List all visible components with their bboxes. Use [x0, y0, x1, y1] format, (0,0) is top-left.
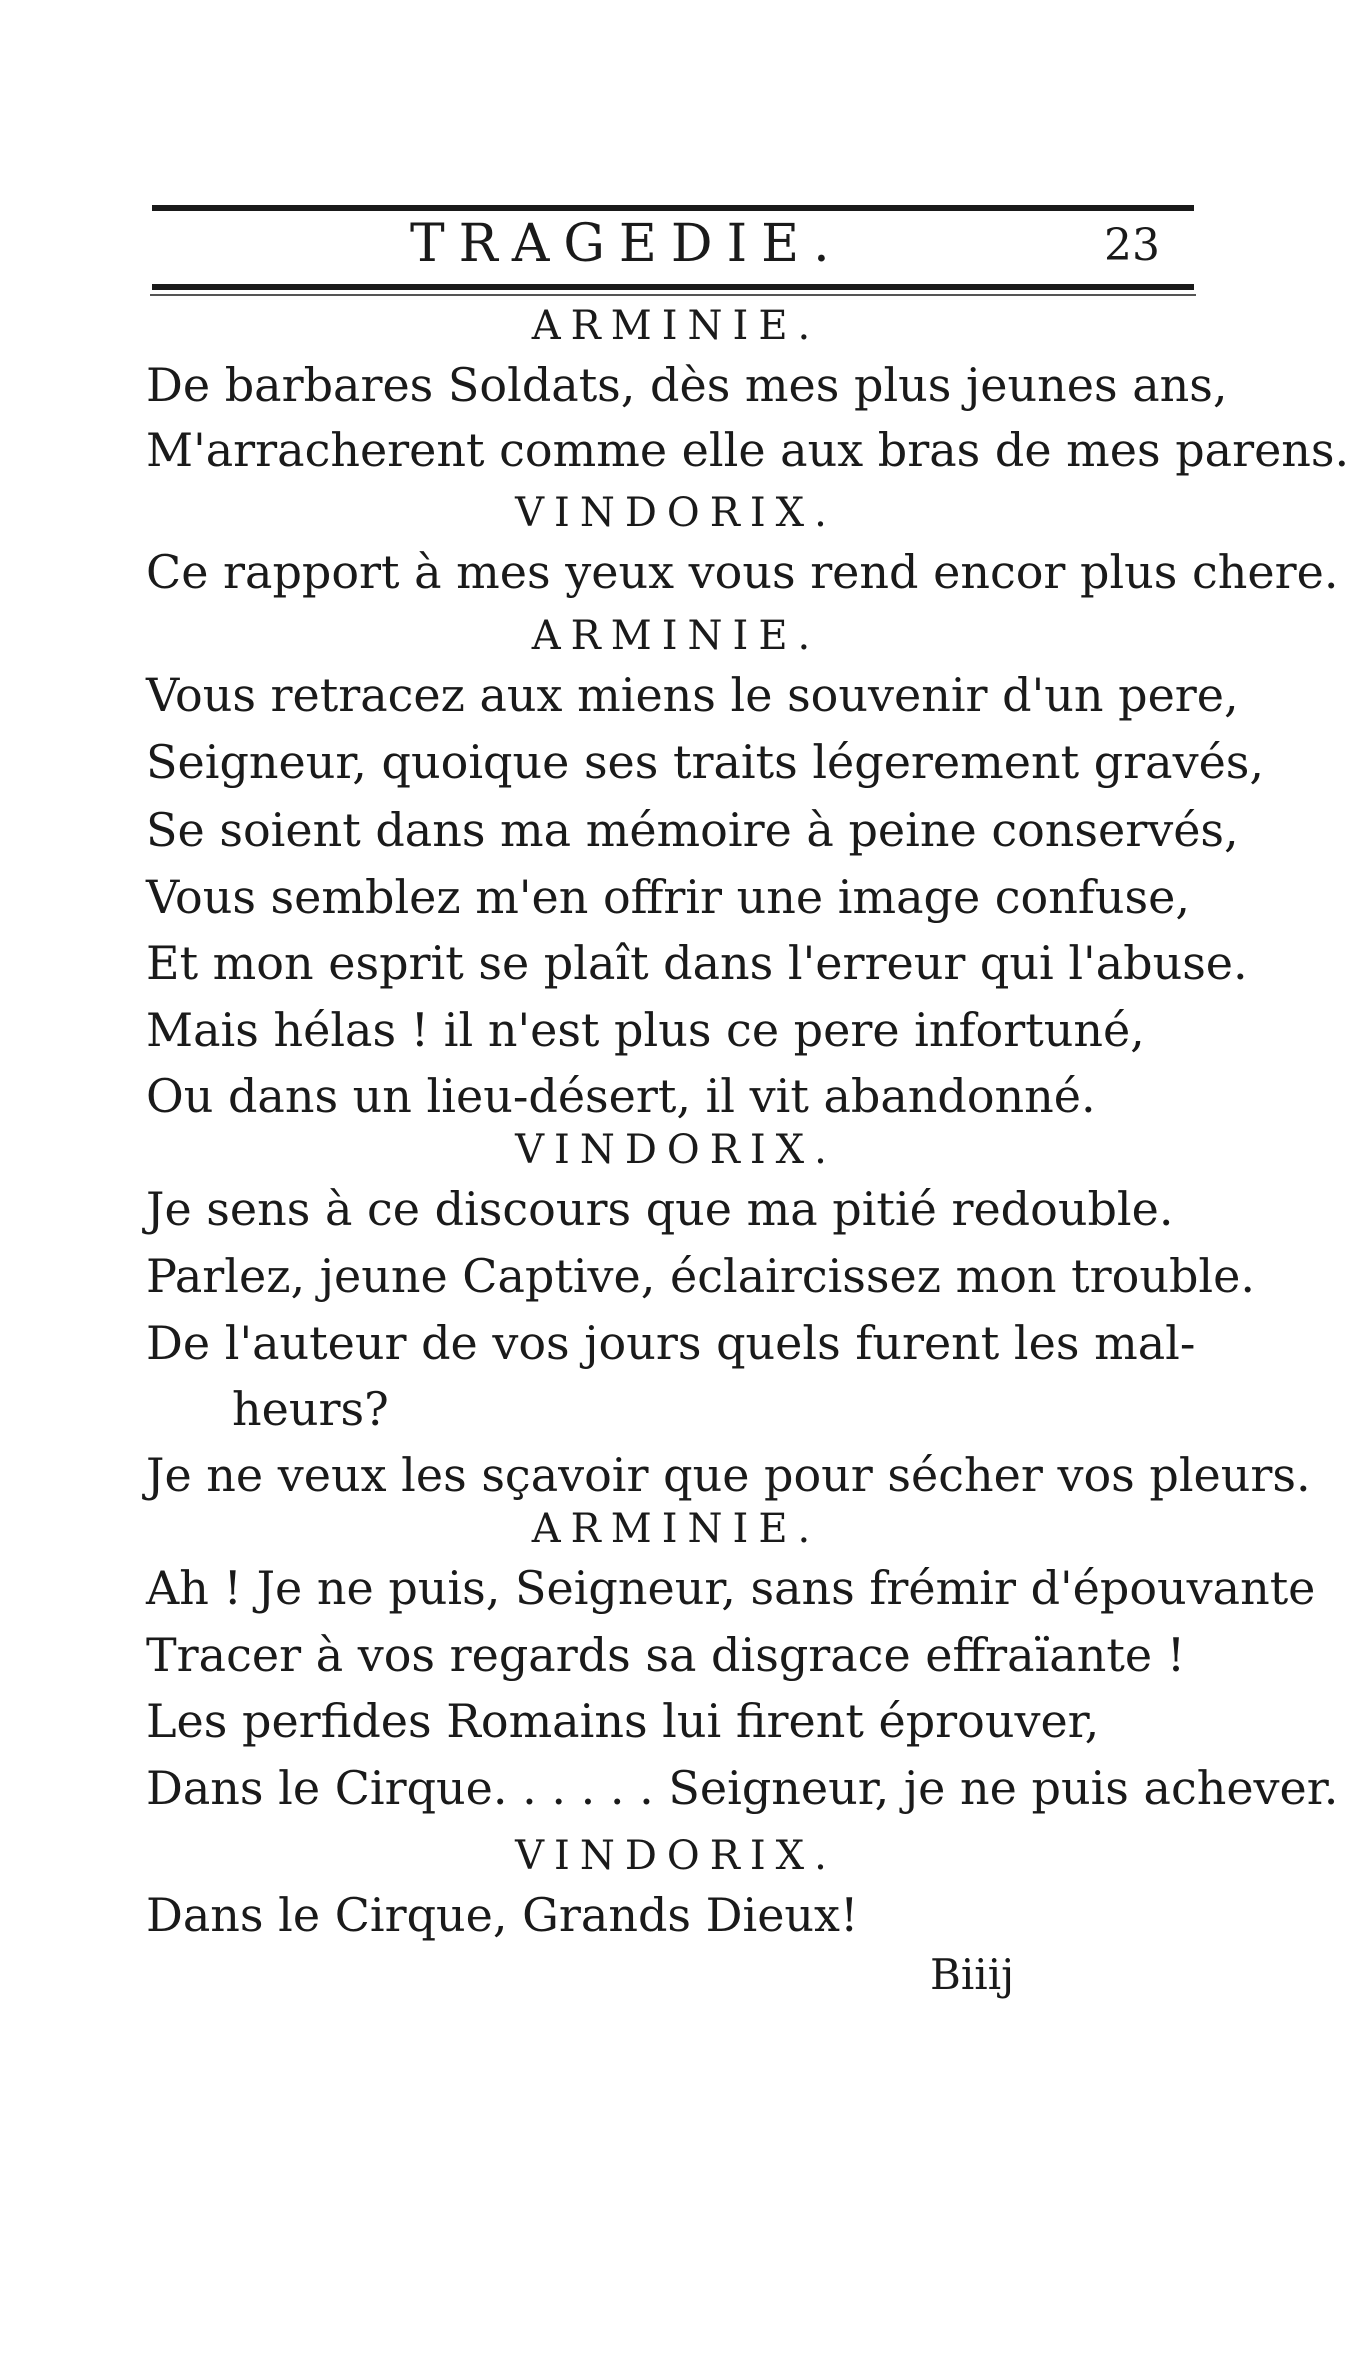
- verse-line: De l'auteur de vos jours quels furent les mal-: [146, 1316, 1196, 1370]
- header-rule-bottom: [152, 284, 1194, 290]
- speaker-name: VINDORIX.: [515, 1833, 837, 1879]
- speaker-name: ARMINIE.: [531, 613, 821, 659]
- verse-line: Se soient dans ma mémoire à peine conservés,: [146, 803, 1239, 857]
- header-rule-thin: [150, 294, 1196, 296]
- signature-mark: Biiij: [930, 1950, 1015, 1999]
- verse-line: Ou dans un lieu-désert, il vit abandonné.: [146, 1069, 1096, 1123]
- verse-line-continuation: heurs?: [232, 1382, 389, 1436]
- speaker-name: ARMINIE.: [531, 1506, 821, 1552]
- verse-line: Dans le Cirque. . . . . . Seigneur, je ne puis achever.: [146, 1761, 1339, 1815]
- running-head: TRAGEDIE.: [410, 214, 844, 274]
- header-rule-top: [152, 205, 1194, 211]
- speaker-name: ARMINIE.: [531, 303, 821, 349]
- verse-line: Vous retracez aux miens le souvenir d'un pere,: [146, 668, 1239, 722]
- verse-line: Dans le Cirque, Grands Dieux!: [146, 1888, 859, 1942]
- verse-line: De barbares Soldats, dès mes plus jeunes ans,: [146, 358, 1228, 412]
- verse-line: Ce rapport à mes yeux vous rend encor plus chere.: [146, 545, 1339, 599]
- verse-line: Tracer à vos regards sa disgrace effraïante !: [146, 1628, 1186, 1682]
- verse-line: Parlez, jeune Captive, éclaircissez mon trouble.: [146, 1249, 1255, 1303]
- verse-line: Je sens à ce discours que ma pitié redouble.: [146, 1182, 1174, 1236]
- page-number: 23: [1104, 220, 1160, 271]
- speaker-name: VINDORIX.: [515, 490, 837, 536]
- verse-line: Vous semblez m'en offrir une image confuse,: [146, 870, 1190, 924]
- speaker-name: VINDORIX.: [515, 1127, 837, 1173]
- verse-line: Mais hélas ! il n'est plus ce pere infortuné,: [146, 1003, 1145, 1057]
- verse-line: M'arracherent comme elle aux bras de mes parens.: [146, 423, 1350, 477]
- verse-line: Ah ! Je ne puis, Seigneur, sans frémir d'épouvante: [146, 1561, 1316, 1615]
- verse-line: Les perfides Romains lui firent éprouver,: [146, 1694, 1100, 1748]
- verse-line: Je ne veux les sçavoir que pour sécher vos pleurs.: [146, 1448, 1311, 1502]
- verse-line: Et mon esprit se plaît dans l'erreur qui l'abuse.: [146, 936, 1248, 990]
- verse-line: Seigneur, quoique ses traits légerement gravés,: [146, 735, 1265, 789]
